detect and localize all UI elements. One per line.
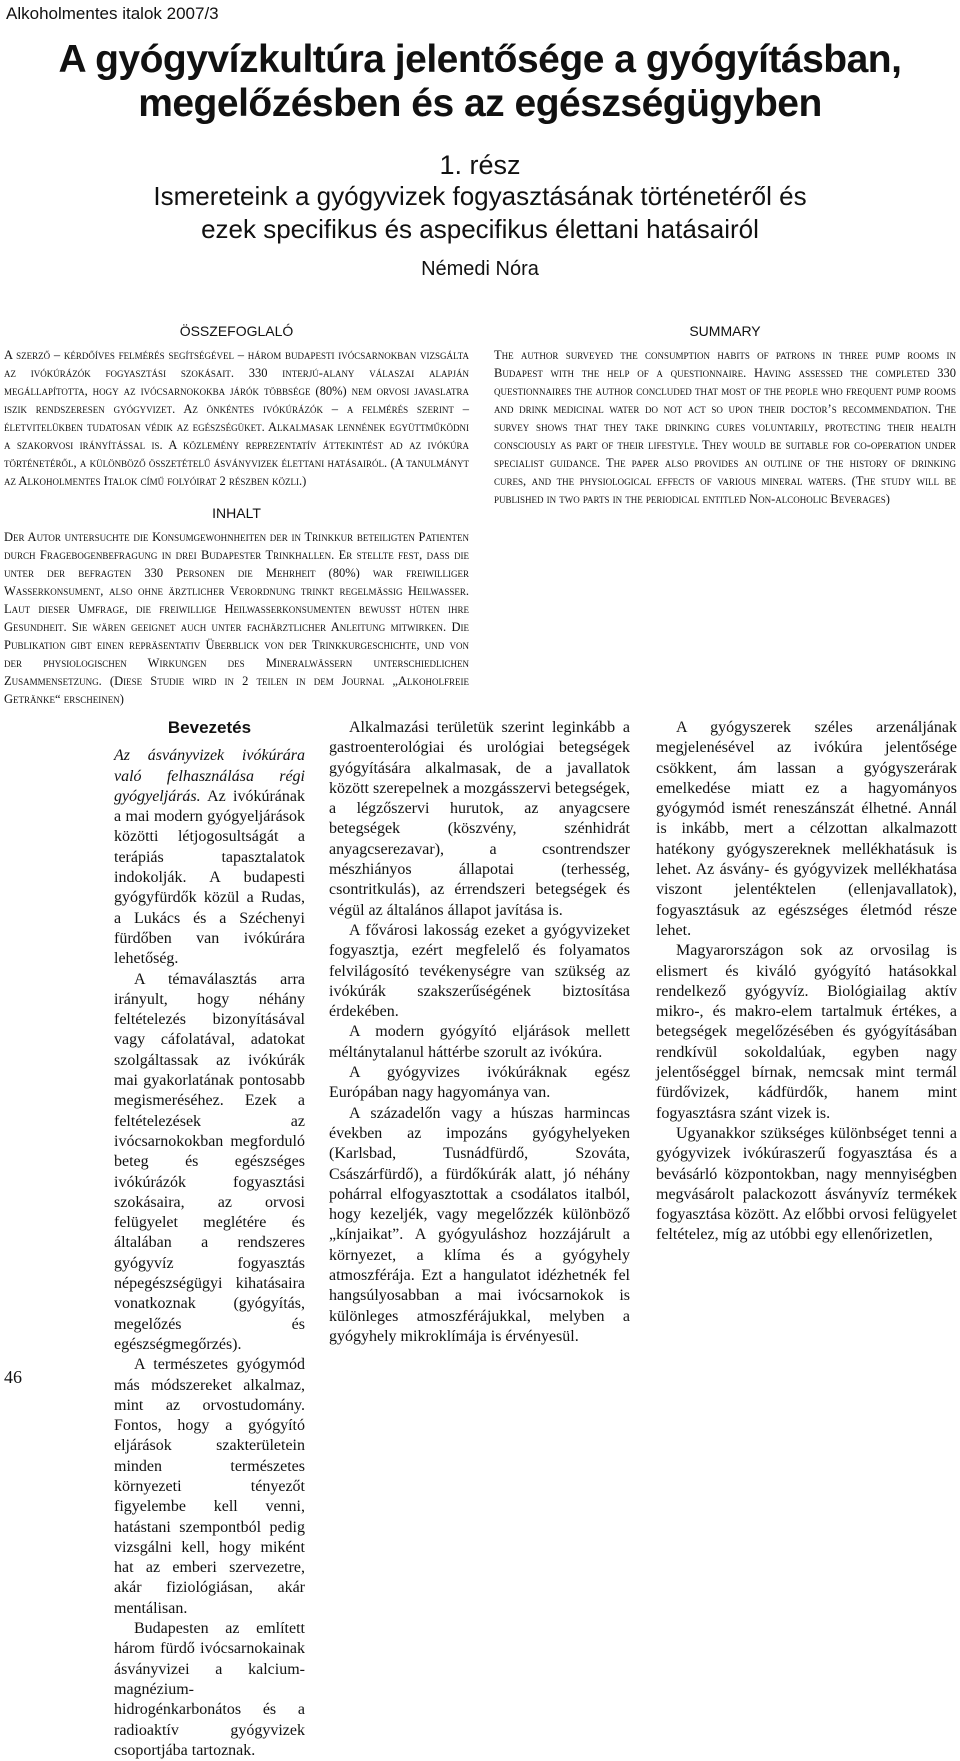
paragraph-2: A témaválasztás arra irányult, hogy néhány feltételezés bizonyításával vagy cáfolatával, adatokat szolgáltassak az ivókúrák mai gyakorlatának pontosabb megismeréséhez. Ezek a feltételezések az ivócsarnokokban megforduló beteg és egészséges ivókúrázók fogyasztási szokásaira, az orvosi felügyelet meglétére és általában a rendszeres gyógyvíz fogyasztás népegészségügyi kihatásaira vonatkoznak (gyógyítás, megelőzés és egészségmegőrzés).: [114, 970, 305, 1353]
paragraph-12: Ugyanakkor szükséges különbséget tenni a gyógyvizek ivókúraszerű fogyasztása és a bevásárló központokban, nagy mennyiségben megvásárolt palackozott ásványvíz termékek fogyasztása között. Az előbbi orvosi felügyelet feltételez, míg az utóbbi egy ellenőrizetlen,: [656, 1124, 957, 1244]
paragraph-5: Alkalmazási területük szerint leginkább a gastroenterológiai és urológiai betegségek gyógyítására alkalmasak, de a javallatok között szerepelnek a mozgásszervi betegségek, a légzőszervi hurutok, az anyagcsere betegségek (köszvény, szénhidrát anyagcserezavar), a csontrendszer mészhiányos állapotai (terhesség, csontritkulás), az érrendszeri betegségek és végül az általános állapot javítása is.: [329, 719, 630, 919]
author-name: Némedi Nóra: [421, 258, 539, 280]
abstract-de-text: Der Autor untersuchte die Konsumgewohnheiten der in Trinkkur beteiligten Patienten durch Fragebogenbefragung in drei Budapester Trinkhallen. Er stellte fest, dass die unter der befragten 330 Personen die Mehrheit (80%) war freiwilliger Wasserkonsument, also ohne ärztlicher Verordnung trinkt regelmäßig Heilwasser. Laut dieser Umfrage, die freiwillige Heilwasserkonsumenten bewusst hüten ihre Gesundheit. Sie wären geeignet auch unter fachärztlicher Anleitung mitwirken. Die Publikation gibt einen repräsentativ Überblick von der Trinkkurgeschichte, und von der physiologischen Wirkungen des Mineralwässern unterschiedlichen Zusammensetzung. (Diese Studie wird in 2 teilen in dem Journal „Alkoholfreie Getränke“ erscheinen): [4, 530, 469, 706]
body-column-3: [656, 718, 957, 1246]
paragraph-11: Magyarországon sok az orvosilag is elismert és kiváló gyógyító hatásokkal rendelkező gyógyvíz. Biológiailag aktív mikro-, és makro-elem tartalmuk értékes, a betegségek megelőzésében és gyógyításában rendkívül sokoldalúak, egyben nagy jelentőséggel bírnak, nemcsak mint termál fürdővizek, kádfürdők, hanem mint fogyasztásra szánt vizek is.: [656, 942, 957, 1122]
abstract-en-heading: SUMMARY: [689, 323, 761, 339]
abstract-en-text: The author surveyed the consumption habits of patrons in three pump rooms in Budapest with the help of a questionnaire. Having assessed the completed 330 questionnaires the author concluded that most of the people who frequent pump rooms and drink medicinal water do not act so upon their doctor’s recommendation. The survey shows that they take drinking cures voluntarily, protecting their health consciously as part of their lifestyle. They would be suitable for co-operation under specialist guidance. The paper also provides an outline of the history of drinking cures, and the physiological effects of various mineral waters. (The study will be published in two parts in the periodical entitled Non-alcoholic Beverages): [494, 348, 956, 506]
article-title: [0, 38, 960, 126]
intro-paragraph-rest: Az ivókúrának a mai modern gyógyeljárások közötti létjogosultságát a terápiás tapasztalatok indokolják. A budapesti gyógyfürdők közül a Rudas, a Lukács és a Széchenyi fürdőben van ivókúrára lehetőség.: [114, 787, 305, 968]
paragraph-7: A modern gyógyító eljárások mellett méltánytalanul háttérbe szorult az ivókúra.: [329, 1023, 630, 1061]
subtitle-line-2: ezek specifikus és aspecifikus élettani hatásairól: [201, 214, 759, 244]
title-line-1: A gyógyvízkultúra jelentősége a gyógyításban,: [58, 38, 902, 81]
paragraph-3: A természetes gyógymód más módszereket alkalmaz, mint az orvostudomány. Fontos, hogy a gyógyító eljárások szakterületein minden természetes környezeti tényezőt figyelembe kell venni, hatástani szempontból pedig vizsgálni kell, hogy miként hat az emberi szervezetre, akár fiziológiásan, akár mentálisan.: [114, 1356, 305, 1617]
paragraph-4: Budapesten az említett három fürdő ivócsarnokainak ásványvizei a kalcium-magnézium-hidrogénkarbonátos és a radioaktív gyógyvizek csoportjába tartoznak.: [114, 1620, 305, 1759]
abstract-hungarian: [4, 322, 469, 490]
abstract-hu-text: A szerző – kérdőíves felmérés segítségével – három budapesti ivócsarnokban vizsgálta az ivókúrázók fogyasztási szokásait. 330 interjú-alany válaszai alapján megállapította, hogy az ivócsarnokokba járók többsége (80%) nem orvosi javaslatra iszik rendszeresen gyógyvizet. Az önkéntes ivókúrázók – a felmérés szerint – életvitelükben tudatosan védik az egészségüket. Alkalmasak lennének együttműködni a szakorvosi irányítással is. A közlemény reprezentatív áttekintést ad az ivókúra történetéről, a különböző összetételű ásványvizek élettani hatásairól. (A tanulmányt az Alkoholmentes Italok című folyóirat 2 részben közli.): [4, 348, 469, 488]
paragraph-6: A fővárosi lakosság ezeket a gyógyvizeket fogyasztja, ezért megfelelő és folyamatos felvilágosító tevékenységre van szükség az ivókúrák szakszerűségének biztosítása érdekében.: [329, 921, 630, 1021]
subtitle-line-1: Ismereteink a gyógyvizek fogyasztásának történetéről és: [153, 181, 807, 211]
paragraph-9: A századelőn vagy a húszas harmincas években az impozáns gyógyhelyeken (Karlsbad, Tusnádfürdő, Szováta, Császárfürdő), a fürdőkúrák alatt, jó néhány pohárral elfogyasztottak a csodálatos italból, hogy kezeljék, vagy megelőzzék különböző „kínjaikat”. A gyógyuláshoz hozzájárult a környezet, a klíma és a gyógyhely atmoszférája. Ezt a hangulatot idézhetnék fel hangsúlyosabban a mai ivócsarnokok is különleges atmoszférájukkal, melyben a gyógyhely mikroklímája is érvényesül.: [329, 1104, 630, 1345]
intro-paragraph: [114, 746, 305, 969]
journal-name: Alkoholmentes italok 2007/3: [6, 4, 219, 23]
part-label: 1. rész: [439, 150, 521, 180]
abstract-german: [4, 504, 469, 708]
abstract-hu-heading: ÖSSZEFOGLALÓ: [179, 323, 294, 339]
abstract-right-column: [494, 322, 956, 522]
section-heading: Bevezetés: [167, 718, 252, 737]
abstract-english: [494, 322, 956, 508]
paragraph-8: A gyógyvizes ivókúráknak egész Európában nagy hagyománya van.: [329, 1064, 630, 1102]
body-column-1: [114, 718, 305, 1761]
abstract-de-heading: INHALT: [212, 505, 261, 521]
lead-sentence: Az ásványvizek ivókúrára való felhasználása régi gyógyeljárás.: [114, 747, 305, 805]
abstract-left-column: [4, 322, 469, 722]
title-line-2: megelőzésben és az egészségügyben: [138, 82, 822, 125]
paragraph-10: A gyógyszerek széles arzenáljának megjelenésével az ivókúra jelentősége csökkent, ám lassan a gyógyszerárak emelkedése miatt ez a hagyományos gyógymód ismét reneszánszát élhetné. Annál is inkább, mert a célzottan alkalmazott hatékony gyógyszereknek mellékhatásuk is lehet. Az ásvány- és gyógyvizek mellékhatása viszont jelentéktelen (ellenjavallatok), fogyasztásuk az egészséges életmód része lehet.: [656, 719, 957, 939]
article-subtitle: [0, 180, 960, 246]
page-number: 46: [4, 1367, 22, 1387]
body-column-2: [329, 718, 630, 1347]
